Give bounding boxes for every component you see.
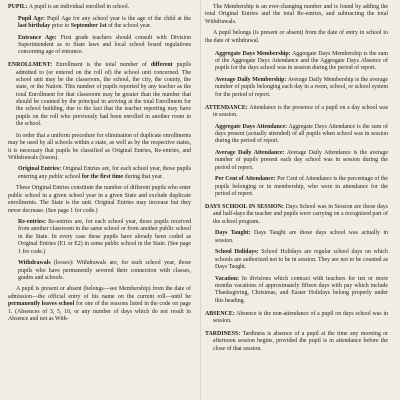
avg-daily-attendance-definition: Average Daily Attendance: Average Daily Attendance is the average number of pupils present each day school was in session during the period of report. [215, 149, 388, 171]
days-in-session-term: DAYS SCHOOL IN SESSION: [205, 203, 284, 210]
absence-term: ABSENCE: [205, 310, 235, 317]
avg-daily-membership-definition: Average Daily Membership: Average Daily Membership is the average number of pupils belonging each day in a room, school, or school system for the period of report. [215, 76, 388, 98]
absence-definition: ABSENCE: Absence is the non-attendance of a pupil on days school was in session. [205, 310, 388, 324]
per-cent-attendance-definition: Per Cent of Attendance: Per Cent of Attendance is the percentage of the pupils belonging or in membership, who were in attendance for the period of report. [215, 176, 388, 197]
pupil-definition: PUPIL: A pupil is an individual enrolled in school. [8, 4, 130, 10]
attendance-definition: ATTENDANCE: Attendance is the presence of a pupil on a day school was in session. [205, 104, 388, 119]
original-entries-paragraph: These Original Entries constitute the number of different pupils who enter public school in a given school year in a given State and exclude duplicate enrollments. The State is the unit. Original Entries may increase but they never decrease. (See page 1 for code.) [8, 185, 191, 214]
days-taught-definition: Days Taught: Days Taught are those days school was actually in session. [215, 230, 388, 244]
enrollment-definition: ENROLLMENT: Enrollment is the total number of different pupils admitted to (or entered on the roll of) the school unit concerned. The school unit may be the classroom, the school, the city, the county, the state, or the Nation. This number of pupils reported by any teacher as the total Enrollment for that classroom may be greater than the number that should be counted by the principal in arriving at the total Enrollment for the school building, due to the fact that the teacher reporting may have pupils on the roll who previously had been enrolled in another room in the school. [8, 62, 191, 128]
belong-paragraph: A pupil belongs (is present or absent) from the date of entry in school to the date of withdrawal. [205, 30, 388, 44]
reentries-definition: Re-entries: Re-entries are, for each school year, those pupils received from another classroom in the same school or from another public school in the State. In every case these pupils have already been coded as Original Entries (E1 or E2) in some public school in the State. (See page 1 for code.) [18, 219, 192, 255]
school-holidays-definition: School Holidays: School Holidays are regular school days on which schools are authorized not to be in session. They are not to be counted as Days Taught. [215, 249, 388, 270]
tardiness-definition: TARDINESS: Tardiness is absence of a pupil at the time any morning or afternoon session begins, provided the pupil is in attendance before the close of that session. [205, 330, 388, 352]
uniform-procedure-paragraph: In order that a uniform procedure for elimination of duplicate enrollments may be used by all schools within a state, as well as by the respective states, it is necessary that pupils be classified as Original Entries, Re-entries, and Withdrawals (losses). [8, 132, 191, 161]
agg-days-attendance-definition: Aggregate Days Attendance: Aggregate Days Attendance is the sum of days present (actually attended) of all pupils when school was in session during the period of report. [215, 123, 388, 145]
original-entries-definition: Original Entries: Original Entries are, for each school year, those pupils entering any public school for the first time during that year. [18, 166, 191, 180]
vacation-definition: Vacation: In divisions which contract with teachers for ten or more months vacations of approximately fifteen days with pay which include Thanksgiving, Christmas, and Easter Holidays belong properly under this heading. [215, 275, 388, 304]
attendance-term: ATTENDANCE: [205, 104, 248, 111]
right-column [205, 4, 388, 400]
pupil-term: PUPIL: [8, 4, 28, 10]
days-in-session-definition: DAYS SCHOOL IN SESSION: Days School was in Session are those days and half-days the teacher and pupils were carrying on a recognized part of the school program. [205, 203, 388, 225]
left-column [8, 4, 191, 400]
enrollment-term: ENROLLMENT: [8, 62, 53, 69]
withdrawals-definition: Withdrawals (losses): Withdrawals are, for each school year, those pupils who have permanently severed their connection with classes, grades and schools. [18, 260, 191, 281]
pupil-age-definition: Pupil Age: Pupil Age for any school year is the age of the child at the last birthday prior to September 1st of the school year. [18, 15, 191, 29]
tardiness-term: TARDINESS: [205, 330, 241, 337]
agg-days-membership-definition: Aggregate Days Membership: Aggregate Days Membership is the sum of the Aggregate Days Attendance and the Aggregate Days Absence of pupils for the days school was in session during the period of report. [215, 50, 388, 72]
column-divider [200, 0, 201, 400]
membership-continuation: The Membership is an ever-changing number and is found by adding the total Original Entries and the total Re-entries, and subtracting the total Withdrawals. [205, 4, 388, 25]
entrance-age-definition: Entrance Age: First grade teachers should consult with Division Superintendent as to State laws and local school board regulations concerning age of entrance. [18, 34, 191, 56]
present-absent-paragraph: A pupil is present or absent (belongs—see Membership) from the date of admission—the official entry of his name on the current roll—until he permanently leaves school for one of the reasons listed in the code on page 1. (Absences of 3, 5, 10, or any number of days which do not result in Absence and not as With- [8, 286, 191, 322]
